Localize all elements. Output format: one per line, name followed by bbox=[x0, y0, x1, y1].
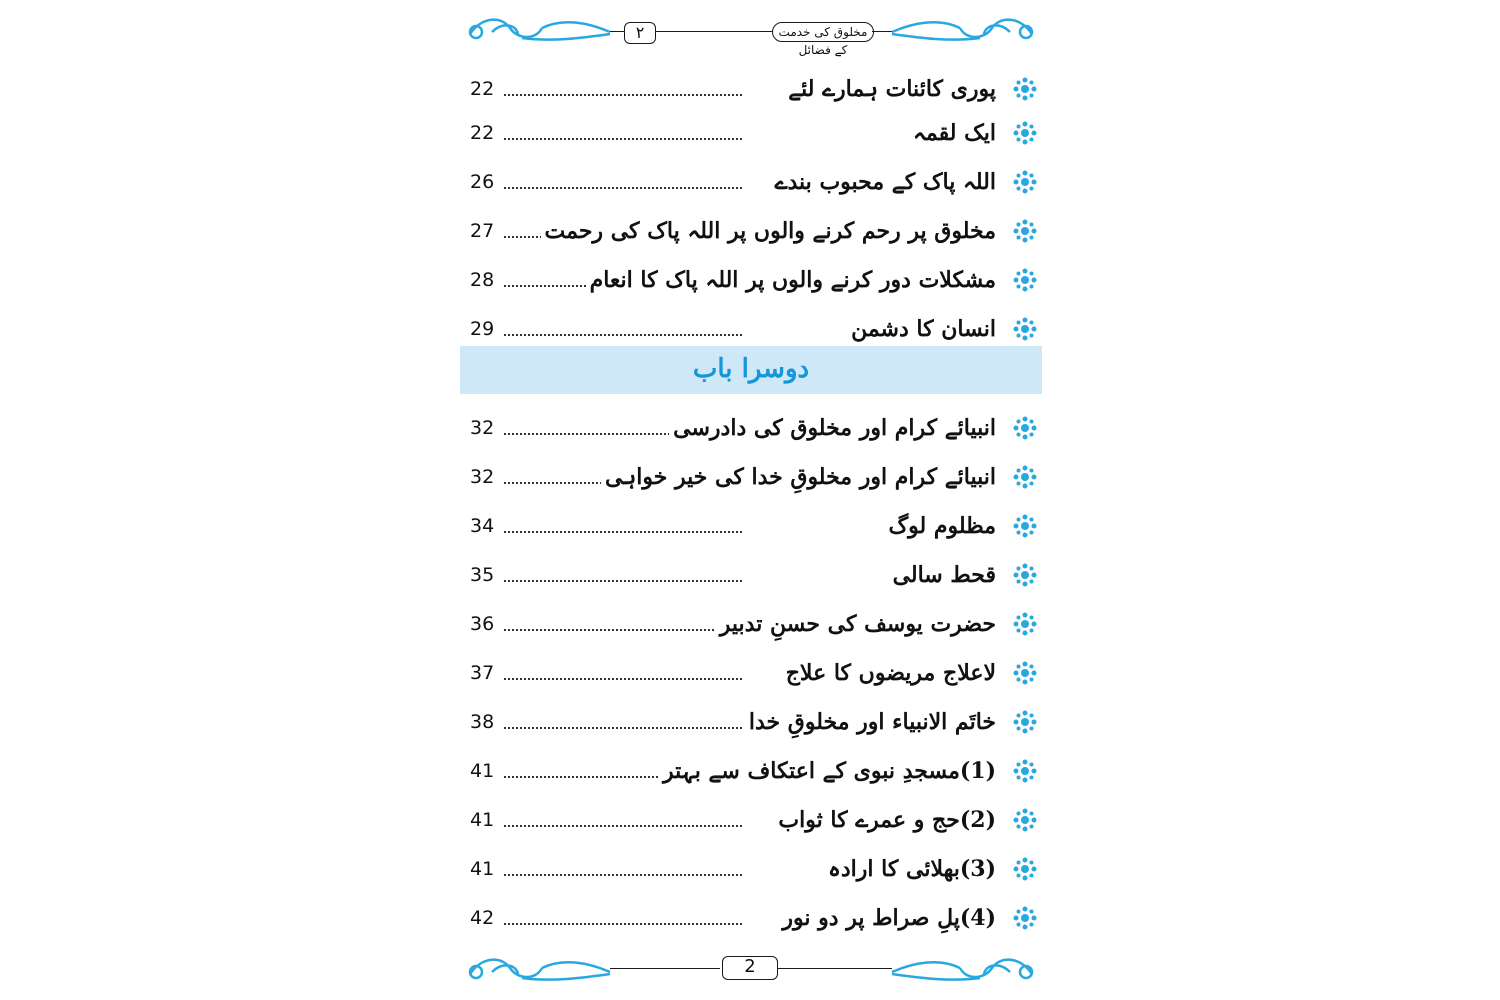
dot-leader bbox=[504, 727, 742, 729]
snowflake-bullet-icon bbox=[1012, 758, 1038, 784]
toc-entry-title: ایک لقمہ bbox=[909, 120, 996, 146]
snowflake-bullet-icon bbox=[1012, 415, 1038, 441]
dot-leader bbox=[504, 825, 742, 827]
dot-leader bbox=[504, 678, 742, 680]
chapter-banner: دوسرا باب bbox=[460, 346, 1042, 394]
dot-leader bbox=[504, 187, 742, 189]
footer-rule-left bbox=[610, 968, 720, 969]
toc-entry-title: مشکلات دور کرنے والوں پر اللہ پاک کا انعام bbox=[586, 267, 996, 293]
snowflake-bullet-icon bbox=[1012, 464, 1038, 490]
toc-entry-page: 32 bbox=[470, 417, 495, 439]
toc-entry[interactable] bbox=[470, 748, 1042, 788]
toc-entry-title: (1)مسجدِ نبوی کے اعتکاف سے بہتر bbox=[659, 758, 996, 784]
toc-entry[interactable] bbox=[470, 699, 1042, 739]
toc-entry-title: مظلوم لوگ bbox=[884, 513, 996, 539]
toc-entry-page: 29 bbox=[470, 318, 495, 340]
snowflake-bullet-icon bbox=[1012, 611, 1038, 637]
snowflake-bullet-icon bbox=[1012, 709, 1038, 735]
snowflake-bullet-icon bbox=[1012, 316, 1038, 342]
toc-entry-title: (4)پلِ صراط پر دو نور bbox=[778, 905, 996, 931]
toc-entry-page: 32 bbox=[470, 466, 495, 488]
toc-entry[interactable] bbox=[470, 66, 1042, 106]
toc-entry-page: 35 bbox=[470, 564, 495, 586]
dot-leader bbox=[504, 923, 742, 925]
toc-entry-title: (3)بھلائی کا ارادہ bbox=[824, 856, 996, 882]
toc-entry[interactable] bbox=[470, 306, 1042, 346]
left-ornament-icon bbox=[462, 12, 612, 48]
toc-entry[interactable] bbox=[470, 503, 1042, 543]
toc-entry[interactable] bbox=[470, 895, 1042, 935]
dot-leader bbox=[504, 94, 742, 96]
toc-entry[interactable] bbox=[470, 797, 1042, 837]
toc-entry[interactable] bbox=[470, 650, 1042, 690]
snowflake-bullet-icon bbox=[1012, 76, 1038, 102]
dot-leader bbox=[504, 138, 742, 140]
toc-entry-title: انسان کا دشمن bbox=[847, 316, 996, 342]
dot-leader bbox=[504, 874, 742, 876]
header-page-number: ۲ bbox=[624, 22, 656, 44]
toc-entry-page: 37 bbox=[470, 662, 495, 684]
snowflake-bullet-icon bbox=[1012, 562, 1038, 588]
toc-entry[interactable] bbox=[470, 846, 1042, 886]
toc-entry-page: 27 bbox=[470, 220, 495, 242]
toc-entry-page: 34 bbox=[470, 515, 495, 537]
left-footer-ornament-icon bbox=[462, 952, 612, 988]
toc-entry-title: مخلوق پر رحم کرنے والوں پر اللہ پاک کی رحمت bbox=[541, 218, 996, 244]
toc-entry-page: 41 bbox=[470, 858, 495, 880]
toc-entry[interactable] bbox=[470, 601, 1042, 641]
snowflake-bullet-icon bbox=[1012, 169, 1038, 195]
toc-entry[interactable] bbox=[470, 110, 1042, 150]
right-footer-ornament-icon bbox=[890, 952, 1040, 988]
toc-entry-title: (2)حج و عمرے کا ثواب bbox=[774, 807, 996, 833]
toc-entry-page: 41 bbox=[470, 760, 495, 782]
dot-leader bbox=[504, 580, 742, 582]
toc-entry[interactable] bbox=[470, 208, 1042, 248]
footer-rule-right bbox=[778, 968, 892, 969]
dot-leader bbox=[504, 334, 742, 336]
snowflake-bullet-icon bbox=[1012, 807, 1038, 833]
footer-page-number: 2 bbox=[722, 956, 778, 980]
toc-entry-page: 22 bbox=[470, 78, 495, 100]
toc-entry-title: قحط سالی bbox=[889, 562, 996, 588]
snowflake-bullet-icon bbox=[1012, 856, 1038, 882]
toc-entry[interactable] bbox=[470, 405, 1042, 445]
toc-entry[interactable] bbox=[470, 159, 1042, 199]
toc-entry-page: 41 bbox=[470, 809, 495, 831]
toc-entry-page: 22 bbox=[470, 122, 495, 144]
toc-entry-page: 36 bbox=[470, 613, 495, 635]
toc-entry-title: انبیائے کرام اور مخلوق کی دادرسی bbox=[669, 415, 996, 441]
snowflake-bullet-icon bbox=[1012, 218, 1038, 244]
toc-entry-title: اللہ پاک کے محبوب بندے bbox=[771, 169, 996, 195]
toc-entry-title: انبیائے کرام اور مخلوقِ خدا کی خیر خواہی bbox=[601, 464, 996, 490]
document-page bbox=[460, 0, 1042, 1000]
toc-entry-title: لاعلاج مریضوں کا علاج bbox=[782, 660, 996, 686]
toc-entry-page: 38 bbox=[470, 711, 495, 733]
toc-entry-title: پوری کائنات ہمارے لئے bbox=[784, 76, 996, 102]
header-title: مخلوق کی خدمت کے فضائل bbox=[772, 22, 874, 42]
snowflake-bullet-icon bbox=[1012, 120, 1038, 146]
toc-entry-title: خاتَم الانبیاء اور مخلوقِ خدا bbox=[745, 709, 996, 735]
snowflake-bullet-icon bbox=[1012, 905, 1038, 931]
snowflake-bullet-icon bbox=[1012, 513, 1038, 539]
toc-entry[interactable] bbox=[470, 552, 1042, 592]
toc-entry-page: 26 bbox=[470, 171, 495, 193]
toc-entry-page: 28 bbox=[470, 269, 495, 291]
dot-leader bbox=[504, 629, 742, 631]
snowflake-bullet-icon bbox=[1012, 660, 1038, 686]
snowflake-bullet-icon bbox=[1012, 267, 1038, 293]
toc-entry-title: حضرت یوسف کی حسنِ تدبیر bbox=[716, 611, 996, 637]
toc-entry[interactable] bbox=[470, 454, 1042, 494]
toc-entry[interactable] bbox=[470, 257, 1042, 297]
right-ornament-icon bbox=[890, 12, 1040, 48]
toc-entry-page: 42 bbox=[470, 907, 495, 929]
dot-leader bbox=[504, 531, 742, 533]
